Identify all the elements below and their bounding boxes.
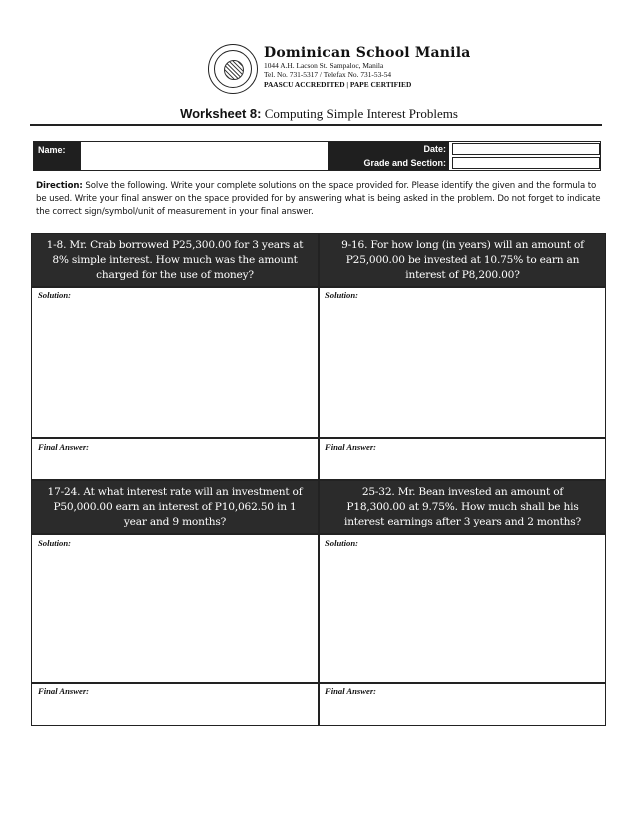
direction-body: Solve the following. Write your complete solutions on the space provided for. Please identify the given and the formula to be used. Write your final answer on the space provided for by answering what is being asked in the problem. Do not forget to indicate the correct sign/symbol/unit of measurement in your final answer. xyxy=(36,181,601,217)
problem-4-line-3: interest earnings after 3 years and 2 months? xyxy=(344,516,581,528)
date-field[interactable] xyxy=(452,143,600,155)
school-header xyxy=(264,46,471,88)
worksheet-label: Worksheet 8: xyxy=(180,106,262,121)
school-contact: Tel. No. 731-5317 / Telefax No. 731-53-54 xyxy=(264,70,392,80)
grid-line xyxy=(31,437,606,439)
problem-4-final-answer-label: Final Answer: xyxy=(325,686,377,696)
worksheet-topic: Computing Simple Interest Problems xyxy=(264,106,458,121)
direction-label: Direction: xyxy=(36,181,83,191)
problem-1-line-3: charged for the use of money? xyxy=(96,269,254,281)
problem-2-line-3: interest of P8,200.00? xyxy=(405,269,520,281)
problem-4-line-2: P18,300.00 at 9.75%. How much shall be his xyxy=(346,501,579,513)
student-info-table xyxy=(33,141,601,171)
problem-3-line-1: 17-24. At what interest rate will an investment of xyxy=(47,486,303,498)
date-label: Date: xyxy=(328,142,449,156)
school-seal xyxy=(208,44,258,94)
grid-line xyxy=(31,533,606,535)
school-accreditation: PAASCU ACCREDITED | PAPE CERTIFIED xyxy=(264,79,412,89)
title-rule xyxy=(30,124,602,126)
problem-4-solution-label: Solution: xyxy=(325,538,358,548)
grade-section-label: Grade and Section: xyxy=(328,156,449,170)
problem-1-final-answer-label: Final Answer: xyxy=(38,442,90,452)
grade-section-field[interactable] xyxy=(452,157,600,169)
school-name: Dominican School Manila xyxy=(264,45,471,61)
grid-line xyxy=(31,682,606,684)
problem-1-header xyxy=(32,234,318,286)
problem-3-final-answer-label: Final Answer: xyxy=(38,686,90,696)
problem-1-line-1: 1-8. Mr. Crab borrowed P25,300.00 for 3 years at xyxy=(46,239,304,251)
problem-3-header xyxy=(32,481,318,533)
problem-4-line-1: 25-32. Mr. Bean invested an amount of xyxy=(361,486,564,498)
grid-line xyxy=(31,286,606,288)
problem-3-line-2: P50,000.00 earn an interest of P10,062.50 in 1 xyxy=(53,501,297,513)
worksheet-title xyxy=(0,106,638,122)
seal-crest-icon xyxy=(224,60,244,80)
problem-1-solution-label: Solution: xyxy=(38,290,71,300)
direction-text xyxy=(36,180,602,219)
problem-3-line-3: year and 9 months? xyxy=(123,516,227,528)
school-address: 1044 A.H. Lacson St. Sampaloc, Manila xyxy=(264,61,384,70)
problem-1-line-2: 8% simple interest. How much was the amount xyxy=(52,254,298,266)
problem-2-final-answer-label: Final Answer: xyxy=(325,442,377,452)
problem-4-header xyxy=(320,481,605,533)
name-label: Name: xyxy=(34,142,80,170)
problem-2-header xyxy=(320,234,605,286)
problem-2-line-1: 9-16. For how long (in years) will an amount of xyxy=(341,239,584,251)
problem-3-solution-label: Solution: xyxy=(38,538,71,548)
problem-2-line-2: P25,000.00 be invested at 10.75% to earn an xyxy=(345,254,580,266)
problem-2-solution-label: Solution: xyxy=(325,290,358,300)
